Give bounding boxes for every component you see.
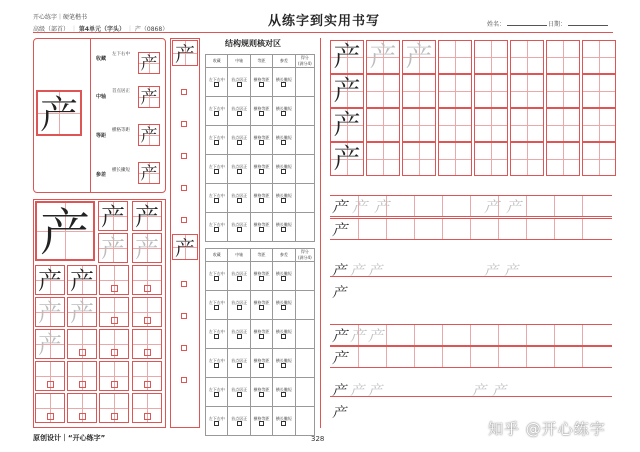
check-box[interactable]: [259, 140, 264, 145]
check-col-header: 收藏: [206, 249, 228, 262]
check-box[interactable]: [237, 111, 242, 116]
check-col-header-score: 得分 (满分4): [295, 249, 314, 262]
grid-cell: [510, 108, 544, 142]
check-area-title: 结构规则核对区: [225, 39, 281, 48]
check-criterion: 横长撇短: [275, 299, 292, 305]
grid-cell: [330, 108, 364, 142]
check-table: [205, 248, 315, 436]
check-box[interactable]: [281, 111, 286, 116]
check-col-header: 中轴: [228, 55, 250, 68]
check-criterion: 横长撇短: [275, 105, 292, 111]
check-box[interactable]: [281, 276, 286, 281]
cursive-glyph: 产: [368, 263, 382, 279]
check-box[interactable]: [281, 363, 286, 368]
grid-cell: [510, 40, 544, 74]
grid-cell: [474, 40, 508, 74]
right-grid-glyph: 产: [369, 42, 397, 73]
grid-cell: [438, 142, 472, 176]
grid-cell: [98, 233, 128, 263]
grid-cell: [132, 201, 162, 231]
rule-desc-0: 左下右中: [112, 52, 130, 57]
course-label: 高级（部首）: [33, 26, 70, 33]
check-box[interactable]: [237, 421, 242, 426]
model-character: 产: [39, 93, 78, 137]
grid-cell: [510, 74, 544, 108]
practice-line-row: [330, 324, 612, 346]
score-cell[interactable]: [295, 213, 314, 242]
right-grid-glyph: 产: [333, 42, 361, 73]
grid-cell: [366, 74, 400, 108]
check-box[interactable]: [237, 169, 242, 174]
cursive-glyph: 产: [472, 383, 486, 399]
grid-cell: [402, 142, 436, 176]
cursive-glyph: 产: [484, 263, 498, 279]
check-criterion: 左下右中: [208, 299, 225, 305]
check-box[interactable]: [214, 276, 219, 281]
unit-label: 第4单元（字头）: [78, 26, 126, 33]
check-box[interactable]: [281, 305, 286, 310]
grid-cell: [132, 233, 162, 263]
check-box[interactable]: [237, 140, 242, 145]
line-glyph: 产: [352, 198, 368, 216]
check-criterion: 横长撇短: [275, 386, 292, 392]
date-field[interactable]: [548, 19, 608, 28]
cursive-glyph: 产: [332, 263, 346, 279]
check-criterion: 横格等距: [253, 192, 270, 198]
check-criterion: 首点居正: [231, 357, 248, 363]
rule-key-1: 中轴: [96, 94, 107, 100]
check-criterion: 横长撇短: [275, 415, 292, 421]
check-criterion: 首点居正: [231, 192, 248, 198]
score-cell[interactable]: [295, 378, 314, 407]
check-box[interactable]: [214, 305, 219, 310]
check-col-header: 收藏: [206, 55, 228, 68]
cursive-glyph: 产: [332, 405, 346, 421]
grid-cell: [99, 393, 129, 423]
score-cell[interactable]: [295, 291, 314, 320]
grid-cell: [546, 74, 580, 108]
char-code-label: 产（0868）: [134, 26, 169, 33]
rule-key-0: 收藏: [96, 56, 107, 62]
grid-cell: [330, 74, 364, 108]
right-grid-glyph: 产: [333, 110, 361, 141]
name-label: 姓名：: [487, 21, 506, 28]
grid-cell: [582, 142, 616, 176]
practice-checkbox[interactable]: [181, 304, 187, 323]
check-criterion: 首点居正: [231, 415, 248, 421]
right-grid-glyph: 产: [405, 42, 433, 73]
check-box[interactable]: [259, 198, 264, 203]
practice-line-row: [330, 218, 612, 240]
check-criterion: 横长撇短: [275, 134, 292, 140]
score-cell[interactable]: [295, 155, 314, 184]
grid-cell: [402, 40, 436, 74]
check-criterion: 首点居正: [231, 163, 248, 169]
check-criterion: 横长撇短: [275, 76, 292, 82]
cursive-glyph: 产: [504, 263, 518, 279]
grid-cell: [582, 40, 616, 74]
check-criterion: 左下右中: [208, 76, 225, 82]
grid-cell: [546, 40, 580, 74]
check-box[interactable]: [237, 334, 242, 339]
check-box[interactable]: [237, 227, 242, 232]
grid-glyph: 产: [135, 203, 159, 231]
cursive-glyph: 产: [350, 263, 364, 279]
grid-cell: [132, 265, 162, 295]
rule-glyph-3: 产: [140, 164, 158, 184]
check-criterion: 首点居正: [231, 270, 248, 276]
check-box[interactable]: [259, 82, 264, 87]
grid-cell: [438, 108, 472, 142]
rule-desc-1: 首点居正: [112, 89, 130, 94]
grid-glyph: 产: [38, 299, 62, 327]
check-criterion: 横格等距: [253, 328, 270, 334]
grid-cell: [35, 361, 65, 391]
check-box[interactable]: [214, 363, 219, 368]
check-box[interactable]: [259, 305, 264, 310]
practice-column-glyph-mid: 产: [175, 236, 195, 260]
check-col-header-score: 得分 (满分4): [295, 55, 314, 68]
cursive-glyph: 产: [332, 383, 346, 399]
check-box[interactable]: [237, 276, 242, 281]
center-divider: [320, 38, 321, 428]
brand-label: 开心练字｜硬笔楷书: [33, 14, 88, 21]
check-criterion: 首点居正: [231, 134, 248, 140]
grid-cell: [582, 108, 616, 142]
cursive-glyph: 产: [332, 285, 346, 301]
grid-cell: [474, 108, 508, 142]
grid-cell: [582, 74, 616, 108]
practice-checkbox[interactable]: [181, 80, 187, 99]
rule-key-2: 等距: [96, 133, 107, 139]
grid-cell: [99, 329, 129, 359]
check-col-header: 等距: [250, 249, 272, 262]
check-criterion: 横长撇短: [275, 328, 292, 334]
rule-glyph-2: 产: [140, 126, 158, 146]
check-box[interactable]: [214, 227, 219, 232]
grid-glyph-ghost: 产: [101, 235, 125, 263]
grid-cell: [438, 74, 472, 108]
grid-cell: [402, 108, 436, 142]
line-glyph: 产: [506, 198, 522, 216]
check-box[interactable]: [237, 392, 242, 397]
check-criterion: 左下右中: [208, 270, 225, 276]
check-criterion: 首点居正: [231, 105, 248, 111]
grid-cell: [510, 142, 544, 176]
grid-cell: [67, 329, 97, 359]
check-criterion: 横格等距: [253, 415, 270, 421]
grid-glyph-ghost: 产: [135, 235, 159, 263]
check-box[interactable]: [214, 421, 219, 426]
grid-cell: [546, 108, 580, 142]
check-criterion: 左下右中: [208, 134, 225, 140]
check-box[interactable]: [281, 392, 286, 397]
check-box[interactable]: [214, 140, 219, 145]
check-criterion: 首点居正: [231, 221, 248, 227]
check-col-header: 参差: [273, 55, 295, 68]
check-box[interactable]: [281, 169, 286, 174]
check-box[interactable]: [259, 276, 264, 281]
check-box[interactable]: [214, 334, 219, 339]
grid-cell: [132, 297, 162, 327]
check-box[interactable]: [281, 421, 286, 426]
check-box[interactable]: [281, 334, 286, 339]
course-info: 高级（部首） ｜ 第4单元（字头） ｜ 产（0868）: [33, 26, 169, 33]
check-criterion: 首点居正: [231, 386, 248, 392]
check-criterion: 横格等距: [253, 105, 270, 111]
check-criterion: 首点居正: [231, 76, 248, 82]
check-criterion: 横格等距: [253, 163, 270, 169]
line-glyph: 产: [332, 198, 348, 216]
check-box[interactable]: [281, 198, 286, 203]
rule-glyph-1: 产: [140, 88, 158, 108]
grid-cell: [402, 74, 436, 108]
grid-cell: [132, 329, 162, 359]
line-glyph: 产: [374, 198, 390, 216]
grid-glyph: 产: [38, 267, 62, 295]
check-criterion: 横格等距: [253, 270, 270, 276]
score-cell[interactable]: [295, 262, 314, 291]
line-glyph: 产: [350, 327, 366, 345]
score-cell[interactable]: [295, 349, 314, 378]
line-glyph: 产: [484, 198, 500, 216]
score-cell[interactable]: [295, 407, 314, 436]
grid-cell: [546, 142, 580, 176]
check-criterion: 横长撇短: [275, 163, 292, 169]
grid-cell: [67, 393, 97, 423]
check-criterion: 左下右中: [208, 328, 225, 334]
check-criterion: 左下右中: [208, 163, 225, 169]
practice-checkbox[interactable]: [181, 208, 187, 227]
check-criterion: 首点居正: [231, 299, 248, 305]
check-box[interactable]: [259, 334, 264, 339]
check-box[interactable]: [237, 363, 242, 368]
right-grid-glyph: 产: [333, 144, 361, 175]
score-cell[interactable]: [295, 184, 314, 213]
practice-checkbox[interactable]: [181, 144, 187, 163]
check-box[interactable]: [259, 111, 264, 116]
check-box[interactable]: [214, 392, 219, 397]
practice-checkbox[interactable]: [181, 336, 187, 355]
check-criterion: 横长撇短: [275, 221, 292, 227]
grid-cell: [67, 265, 97, 295]
score-cell[interactable]: [295, 320, 314, 349]
grid-cell: [35, 393, 65, 423]
check-box[interactable]: [214, 82, 219, 87]
practice-line-row: [330, 195, 612, 217]
rule-list: [92, 40, 166, 190]
check-criterion: 首点居正: [231, 328, 248, 334]
grid-cell: [99, 361, 129, 391]
check-criterion: 横格等距: [253, 357, 270, 363]
check-criterion: 横格等距: [253, 221, 270, 227]
grid-glyph: 产: [70, 299, 94, 327]
grid-cell: [132, 393, 162, 423]
cursive-glyph: 产: [368, 383, 382, 399]
grid-cell: [67, 297, 97, 327]
cursive-glyph: 产: [350, 383, 364, 399]
check-criterion: 横格等距: [253, 134, 270, 140]
header-divider: [33, 32, 613, 33]
check-criterion: 左下右中: [208, 386, 225, 392]
grid-cell: [366, 142, 400, 176]
page-number: 328: [311, 435, 325, 443]
check-box[interactable]: [281, 140, 286, 145]
rule-desc-3: 横长撇短: [112, 168, 130, 173]
check-box[interactable]: [259, 421, 264, 426]
check-box[interactable]: [237, 305, 242, 310]
grid-cell: [99, 297, 129, 327]
check-criterion: 左下右中: [208, 105, 225, 111]
grid-glyph: 产: [38, 331, 62, 359]
grid-cell: [98, 201, 128, 231]
check-criterion: 横长撇短: [275, 270, 292, 276]
grid-cell: [67, 361, 97, 391]
score-cell[interactable]: [295, 68, 314, 97]
line-glyph: 产: [332, 327, 348, 345]
grid-cell: [330, 40, 364, 74]
check-criterion: 左下右中: [208, 357, 225, 363]
check-criterion: 横格等距: [253, 299, 270, 305]
line-glyph: 产: [332, 221, 348, 239]
check-criterion: 横长撇短: [275, 357, 292, 363]
check-box[interactable]: [214, 198, 219, 203]
practice-column-glyph-top: 产: [175, 42, 195, 66]
grid-glyph: 产: [70, 267, 94, 295]
check-box[interactable]: [281, 82, 286, 87]
practice-checkbox[interactable]: [181, 112, 187, 131]
watermark: 知乎 @开心练字: [488, 420, 606, 438]
check-col-header: 中轴: [228, 249, 250, 262]
cursive-glyph: 产: [492, 383, 506, 399]
line-glyph: 产: [332, 349, 348, 367]
rule-key-3: 参差: [96, 172, 107, 178]
grid-cell: [330, 142, 364, 176]
grid-cell: [35, 329, 65, 359]
check-box[interactable]: [237, 198, 242, 203]
check-box[interactable]: [237, 82, 242, 87]
check-box[interactable]: [214, 111, 219, 116]
check-criterion: 横长撇短: [275, 192, 292, 198]
check-box[interactable]: [259, 169, 264, 174]
rule-desc-2: 横格等距: [112, 128, 130, 133]
grid-cell: [366, 40, 400, 74]
grid-cell: [438, 40, 472, 74]
check-box[interactable]: [259, 392, 264, 397]
grid-glyph: 产: [101, 203, 125, 231]
practice-line-row: [330, 346, 612, 368]
rule-glyph-0: 产: [140, 54, 158, 74]
model-character-box: [36, 90, 82, 136]
practice-checkbox[interactable]: [181, 176, 187, 195]
check-box[interactable]: [214, 169, 219, 174]
grid-cell: [366, 108, 400, 142]
check-criterion: 左下右中: [208, 221, 225, 227]
date-label: 日期：: [548, 21, 567, 28]
check-table: [205, 54, 315, 242]
check-box[interactable]: [259, 227, 264, 232]
page-title: 从练字到实用书写: [268, 14, 381, 29]
practice-checkbox[interactable]: [181, 272, 187, 291]
grid-cell: [132, 361, 162, 391]
check-col-header: 等距: [250, 55, 272, 68]
grid-cell: [474, 142, 508, 176]
grid-cell: [35, 297, 65, 327]
check-box[interactable]: [281, 227, 286, 232]
check-criterion: 左下右中: [208, 192, 225, 198]
grid-cell: [99, 265, 129, 295]
footer-credit: 原创设计｜“开心练字”: [33, 434, 106, 442]
check-box[interactable]: [259, 363, 264, 368]
right-grid-glyph: 产: [333, 76, 361, 107]
grid-cell: [474, 74, 508, 108]
practice-checkbox[interactable]: [181, 368, 187, 387]
check-col-header: 参差: [273, 249, 295, 262]
big-practice-glyph: 产: [40, 204, 90, 262]
line-glyph: 产: [368, 327, 384, 345]
grid-cell: [35, 265, 65, 295]
name-field[interactable]: [487, 19, 547, 28]
check-criterion: 左下右中: [208, 415, 225, 421]
score-cell[interactable]: [295, 126, 314, 155]
score-cell[interactable]: [295, 97, 314, 126]
check-criterion: 横格等距: [253, 76, 270, 82]
check-criterion: 横格等距: [253, 386, 270, 392]
